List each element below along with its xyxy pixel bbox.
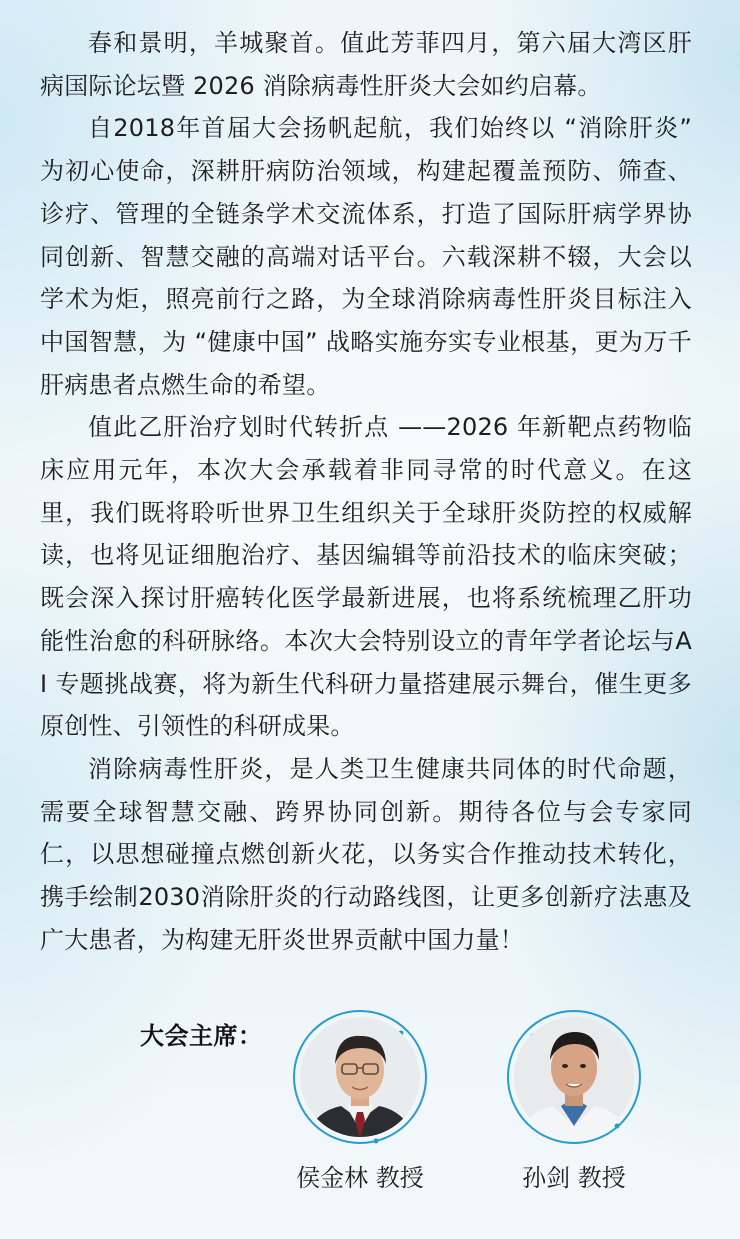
paragraph-closing: 消除病毒性肝炎，是人类卫生健康共同体的时代命题，需要全球智慧交融、跨界协同创新。期待各位与会专家同仁，以思想碰撞点燃创新火花，以务实合作推动技术转化，携手绘制2030消除肝炎的行动路线图，让更多创新疗法惠及广大患者，为构建无肝炎世界贡献中国力量！: [40, 754, 692, 954]
chair-label: 大会主席：: [140, 1022, 263, 1050]
chair-name-1: 侯金林 教授: [296, 1164, 424, 1192]
welcome-letter: [40, 22, 692, 961]
paragraph-history: 自2018年首届大会扬帆起航，我们始终以 “消除肝炎” 为初心使命，深耕肝病防治领域，构建起覆盖预防、筛查、诊疗、管理的全链条学术交流体系，打造了国际肝病学界协同创新、智慧交融的高端对话平台。六载深耕不辍，大会以学术为炬，照亮前行之路，为全球消除病毒性肝炎目标注入中国智慧，为 “健康中国” 战略实施夯实专业根基，更为万千肝病患者点燃生命的希望。: [40, 114, 692, 399]
chair-portrait-1: [291, 1008, 429, 1146]
paragraph-opening: 春和景明，羊城聚首。值此芳菲四月，第六届大湾区肝病国际论坛暨 2026 消除病毒性肝炎大会如约启幕。: [40, 29, 692, 100]
chair-portrait-2: [505, 1008, 643, 1146]
chair-name-2: 孙剑 教授: [522, 1164, 626, 1192]
paragraph-significance: 值此乙肝治疗划时代转折点 ——2026 年新靶点药物临床应用元年，本次大会承载着非同寻常的时代意义。在这里，我们既将聆听世界卫生组织关于全球肝炎防控的权威解读，也将见证细胞治疗、基因编辑等前沿技术的临床突破；既会深入探讨肝癌转化医学最新进展，也将系统梳理乙肝功能性治愈的科研脉络。本次大会特别设立的青年学者论坛与AI 专题挑战赛，将为新生代科研力量搭建展示舞台，催生更多原创性、引领性的科研成果。: [40, 413, 692, 741]
